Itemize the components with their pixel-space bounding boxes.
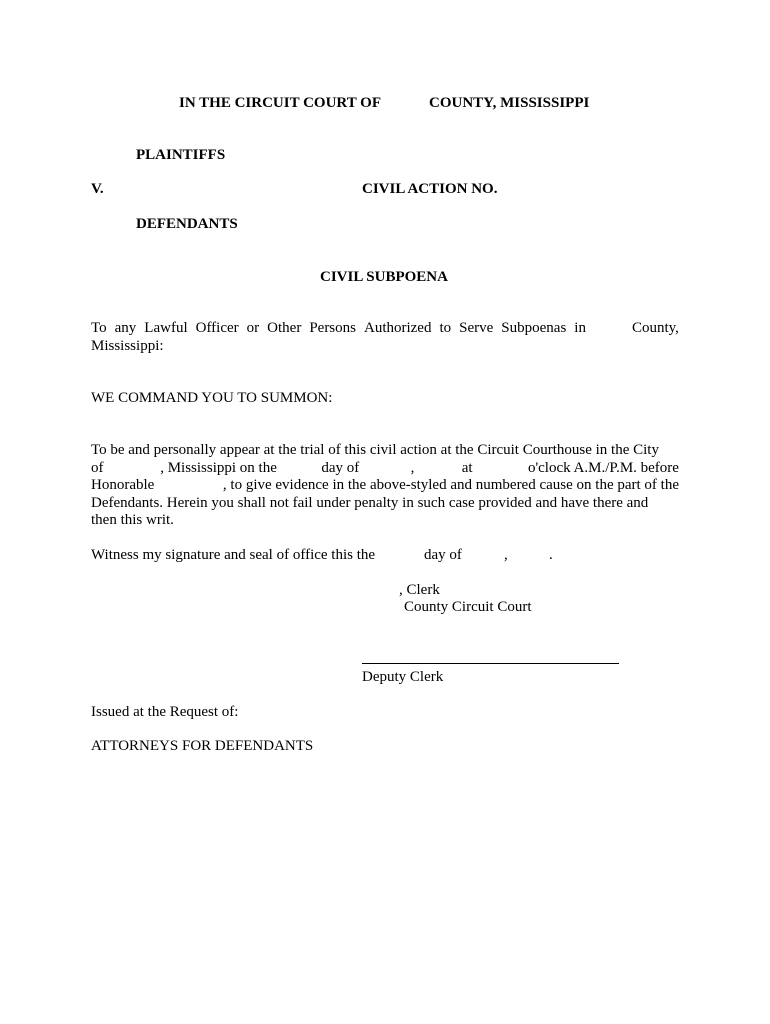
body-line-2-part: at	[461, 459, 473, 476]
address-word: Officer	[195, 320, 239, 336]
address-word: or	[246, 320, 260, 336]
address-word: Other	[267, 320, 302, 336]
body-line-2-part: of	[91, 459, 104, 476]
address-word: any	[114, 320, 137, 336]
address-line-1	[91, 320, 679, 338]
address-word: Serve	[459, 320, 494, 336]
address-word: Subpoenas	[501, 320, 567, 336]
clerk-label: , Clerk	[399, 582, 440, 598]
command-text: WE COMMAND YOU TO SUMMON:	[91, 390, 333, 406]
address-line-2: Mississippi:	[91, 337, 164, 354]
body-line-4: Defendants. Herein you shall not fail under penalty in such case provided and have there and	[91, 494, 649, 511]
witness-period: .	[549, 547, 553, 563]
address-word	[594, 320, 624, 338]
deputy-clerk-label: Deputy Clerk	[362, 669, 444, 685]
address-word: Authorized	[363, 320, 432, 336]
address-word: Lawful	[144, 320, 188, 336]
address-word: to	[439, 320, 452, 336]
witness-comma: ,	[504, 547, 508, 563]
address-word: County,	[631, 320, 679, 336]
defendants-label: DEFENDANTS	[136, 216, 238, 232]
witness-text: Witness my signature and seal of office this the	[91, 547, 376, 563]
signature-line	[362, 663, 619, 664]
body-line-3	[91, 477, 679, 495]
body-line-2-part: ,	[410, 459, 415, 476]
issued-at-request: Issued at the Request of:	[91, 704, 239, 720]
document-title: CIVIL SUBPOENA	[320, 269, 448, 285]
body-line-2-part: , Mississippi on the	[160, 459, 277, 476]
court-header-left: IN THE CIRCUIT COURT OF	[179, 95, 382, 111]
body-line-5: then this writ.	[91, 512, 174, 528]
court-header-right: COUNTY, MISSISSIPPI	[429, 95, 590, 111]
civil-action-label: CIVIL ACTION NO.	[362, 181, 498, 197]
body-line-3-part: Honorable	[91, 477, 155, 493]
address-word: To	[91, 320, 107, 336]
body-line-2-part: day of	[321, 459, 360, 476]
witness-day-of: day of	[424, 547, 462, 563]
attorneys-for-defendants: ATTORNEYS FOR DEFENDANTS	[91, 738, 314, 754]
county-circuit-court-label: County Circuit Court	[404, 599, 532, 615]
versus-label: V.	[91, 181, 104, 197]
address-paragraph	[91, 320, 679, 355]
body-line-2-part: o'clock A.M./P.M. before	[527, 459, 679, 476]
address-word: Persons	[309, 320, 356, 336]
body-paragraph	[91, 442, 679, 530]
plaintiffs-label: PLAINTIFFS	[136, 147, 226, 163]
body-line-2	[91, 460, 679, 478]
body-line-3-part: , to give evidence in the above-styled and numbered cause on the part of the	[222, 477, 679, 493]
body-line-1: To be and personally appear at the trial of this civil action at the Circuit Courthouse in the City	[91, 442, 659, 458]
address-word: in	[574, 320, 586, 336]
